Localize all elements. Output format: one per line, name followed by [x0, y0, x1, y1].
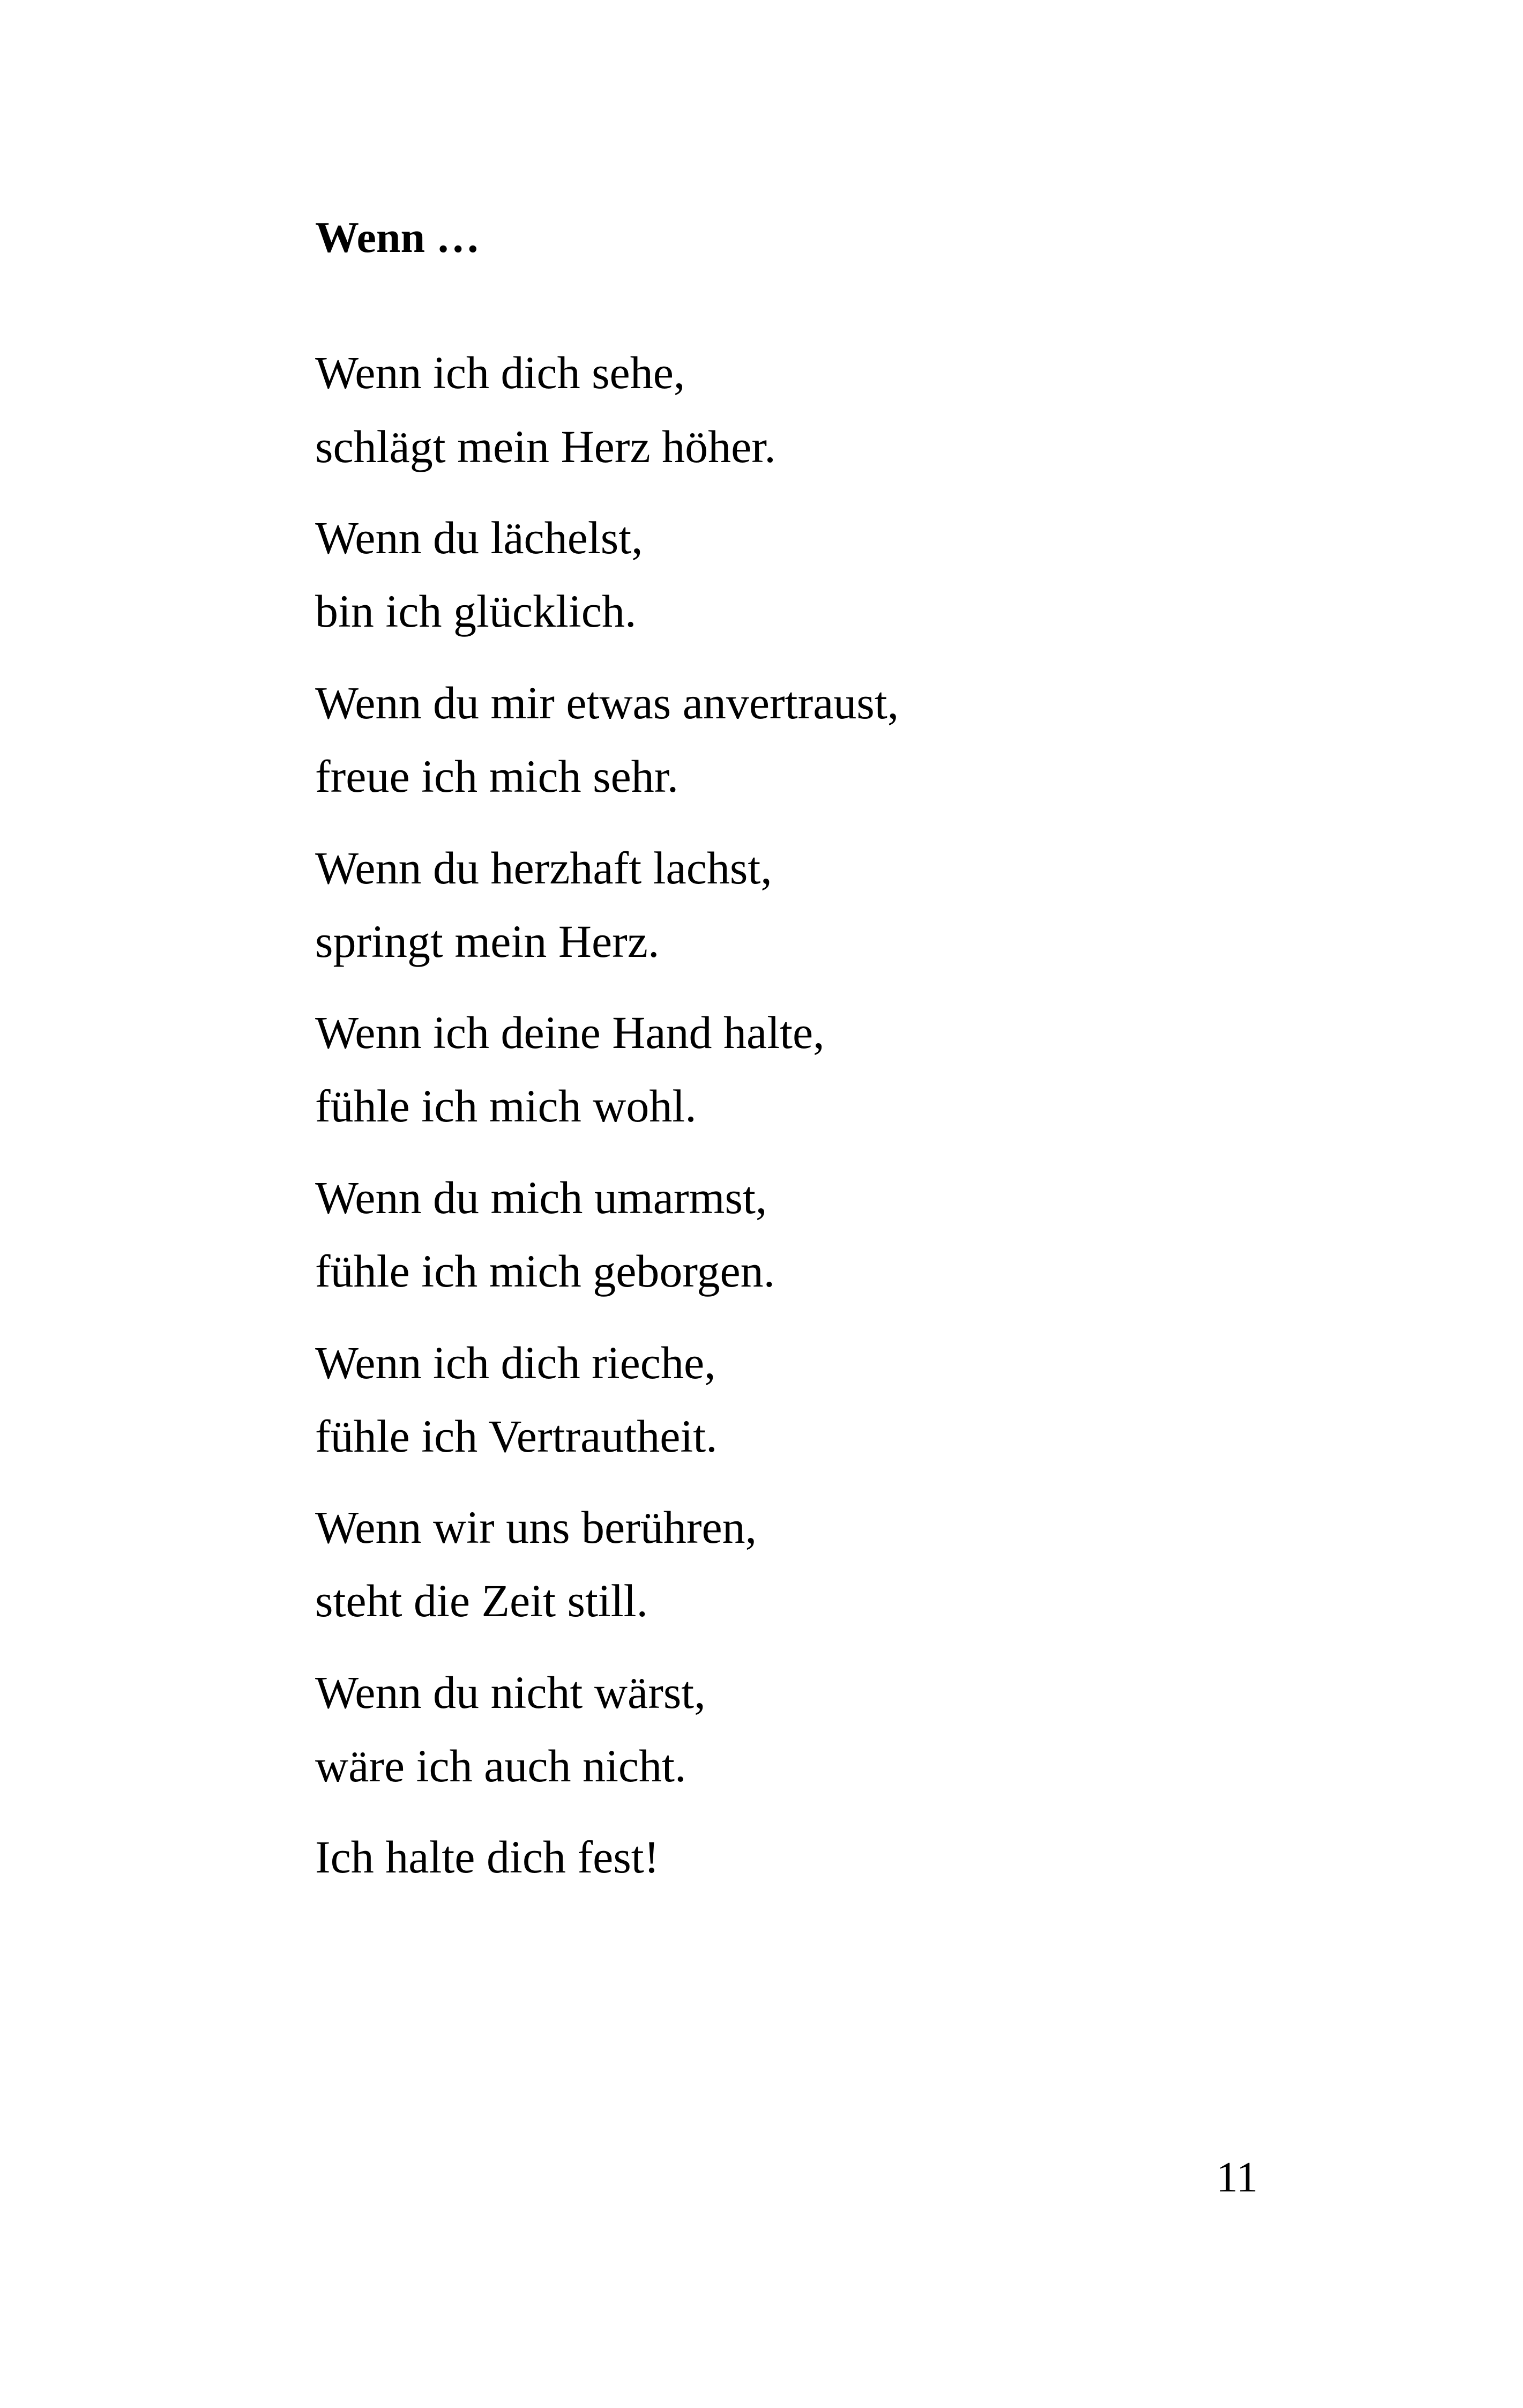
- poem-line: Wenn du mich umarmst,: [315, 1172, 767, 1223]
- poem-line: fühle ich mich wohl.: [315, 1080, 697, 1132]
- page-number: 11: [1216, 2154, 1258, 2201]
- poem-line: Wenn ich dich rieche,: [315, 1337, 716, 1388]
- poem-line: bin ich glücklich.: [315, 585, 637, 637]
- poem-line: Wenn wir uns berühren,: [315, 1502, 757, 1553]
- poem-line: Wenn ich dich sehe,: [315, 347, 685, 398]
- poem-line: Wenn ich deine Hand halte,: [315, 1007, 825, 1058]
- poem-line: schlägt mein Herz höher.: [315, 421, 776, 472]
- poem-line: springt mein Herz.: [315, 916, 660, 967]
- poem-line: Wenn du nicht wärst,: [315, 1667, 706, 1718]
- poem-line: freue ich mich sehr.: [315, 750, 679, 802]
- poem-line: Ich halte dich fest!: [315, 1831, 660, 1883]
- poem-line: Wenn du lächelst,: [315, 512, 643, 563]
- poem-title: Wenn …: [315, 213, 480, 262]
- poem-line: Wenn du mir etwas anvertraust,: [315, 677, 899, 729]
- poem-line: wäre ich auch nicht.: [315, 1740, 686, 1792]
- poem-line: steht die Zeit still.: [315, 1575, 648, 1626]
- poem-line: Wenn du herzhaft lachst,: [315, 842, 772, 894]
- poem-line: fühle ich Vertrautheit.: [315, 1410, 718, 1462]
- poem-line: fühle ich mich geborgen.: [315, 1245, 775, 1297]
